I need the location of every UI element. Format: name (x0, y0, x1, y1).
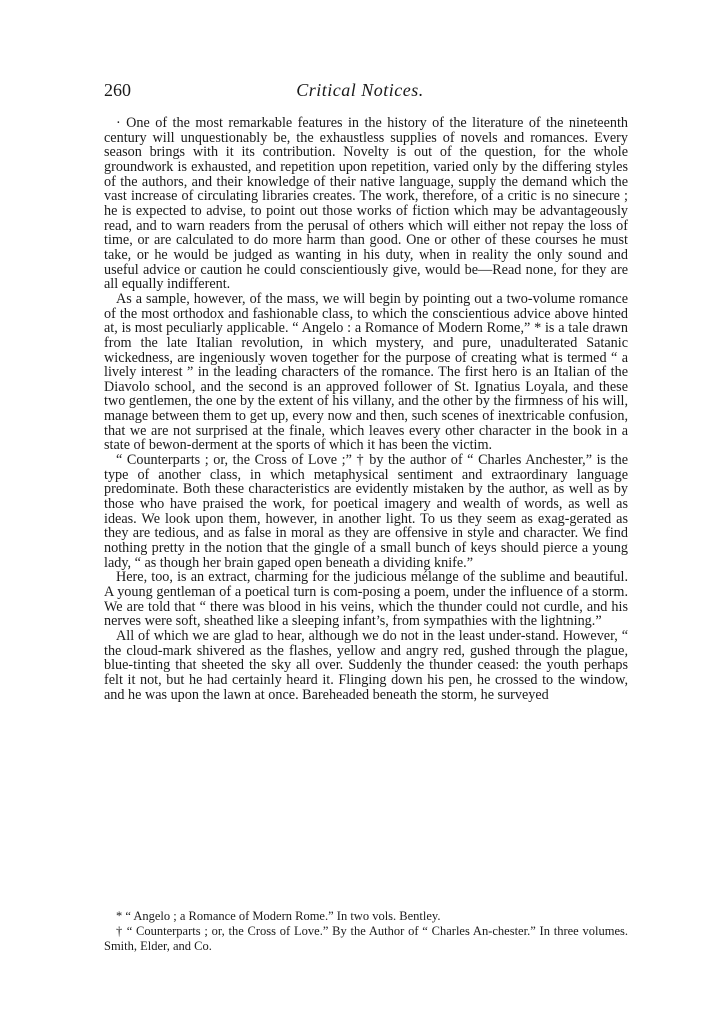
page-header (104, 80, 616, 102)
footnote-1: * “ Angelo ; a Romance of Modern Rome.” In two vols. Bentley. (116, 909, 441, 923)
page-number: 260 (104, 80, 131, 100)
paragraph-1: · One of the most remarkable features in the history of the literature of the nineteenth century will unquestionably be, the exhaustless supplies of novels and romances. Every season brings with it its contribution. Novelty is out of the question, for the whole groundwork is exhausted, and repetition upon repetition, varied only by the differing styles of the authors, and their knowledge of their native language, supply the demand which the vast increase of circulating libraries creates. The work, therefore, of a critic is no sinecure ; he is expected to advise, to point out those works of fiction which may be advantageously read, and to warn readers from the perusal of others which will either not repay the loss of time, or are calculated to do more harm than good. One or other of these courses he must take, or he would be judged as wanting in his duty, when in reality the only sound and useful advice or caution he could conscientiously give, would be—Read none, for they are all equally indifferent. (104, 115, 628, 293)
footnote-2: † “ Counterparts ; or, the Cross of Love.” By the Author of “ Charles An-chester.” In three volumes. Smith, Elder, and Co. (104, 924, 628, 953)
body-text (104, 116, 628, 702)
paragraph-3: “ Counterparts ; or, the Cross of Love ;” † by the author of “ Charles Anchester,” is the type of another class, in which metaphysical sentiment and extraordinary language predominate. Both these characteristics are evidently mistaken by the author, as well as by those who have praised the work, for poetical imagery and wealth of words, as well as ideas. We look upon them, however, in another light. To us they seem as exag-gerated as they are tedious, and as false in moral as they are offensive in style and character. We find nothing pretty in the notion that the gingle of a small bunch of keys should pierce a young lady, “ as though her brain gaped open beneath a dividing knife.” (104, 452, 628, 571)
footnotes (104, 909, 628, 954)
paragraph-4: Here, too, is an extract, charming for the judicious mélange of the sublime and beautiful. A young gentleman of a poetical turn is com-posing a poem, under the influence of a storm. We are told that “ there was blood in his veins, which the thunder could not curdle, and his nerves were soft, sheathed like a sleeping infant’s, from sympathies with the lightning.” (104, 569, 628, 630)
paragraph-5: All of which we are glad to hear, although we do not in the least under-stand. However, “ the cloud-mark shivered as the flashes, yellow and angry red, gushed through the plague, blue-tinting that sheeted the sky all over. Suddenly the thunder ceased: the youth perhaps felt it not, but he had certainly heard it. Flinging down his pen, he crossed to the window, and he was upon the lawn at once. Bareheaded beneath the storm, he surveyed (104, 627, 628, 703)
running-title: Critical Notices. (296, 80, 424, 100)
paragraph-2: As a sample, however, of the mass, we will begin by pointing out a two-volume romance of the most orthodox and fashionable class, to which the conscientious advice above hinted at, is most peculiarly applicable. “ Angelo : a Romance of Modern Rome,” * is a tale drawn from the late Italian revolution, in which mystery, and pure, unadulterated Satanic wickedness, are ingeniously woven together for the purpose of creating what is termed “ a lively interest ” in the leading characters of the romance. The first hero is an Italian of the Diavolo school, and the second is an approved follower of St. Ignatius Loyala, and these two gentlemen, the one by the extent of his villany, and the other by the firmness of his will, manage between them to get up, every now and then, such scenes of inextricable confusion, that we are not surprised at the finale, which leaves every other character in the book in a state of bewon-derment at the sports of which it has been the victim. (104, 290, 628, 454)
